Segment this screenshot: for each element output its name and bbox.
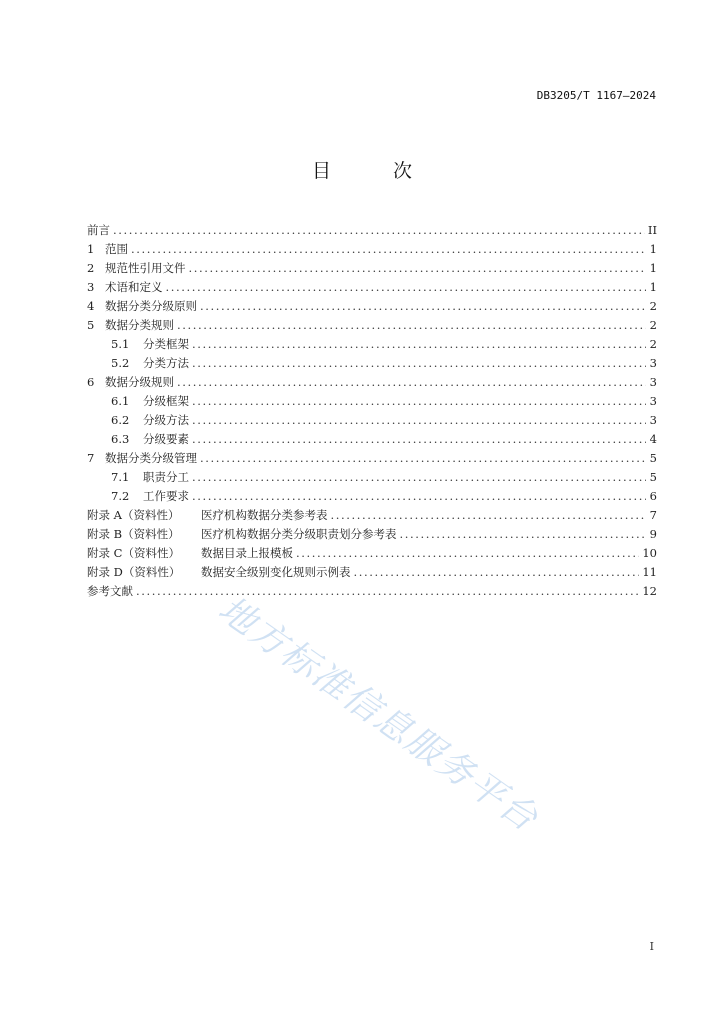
- toc-entry-label: 范围: [105, 242, 128, 256]
- toc-entry-annex-c[interactable]: [87, 545, 657, 564]
- toc-entry-label: 分级要素: [143, 432, 189, 446]
- toc-entry-number: 4: [87, 299, 95, 313]
- toc-leader-dots: [166, 280, 647, 294]
- toc-annex-type: 附录 D（资料性）: [87, 565, 181, 579]
- toc-entry-label: 前言: [87, 223, 110, 237]
- toc-entry-label: 参考文献: [87, 584, 133, 598]
- toc-entry-page: 7: [649, 508, 657, 522]
- page-number: I: [649, 940, 654, 953]
- toc-leader-dots: [192, 432, 646, 446]
- toc-annex-title: 数据目录上报模板: [201, 546, 293, 560]
- toc-annex-type: 附录 C（资料性）: [87, 546, 180, 560]
- toc-entry-management[interactable]: [87, 450, 657, 469]
- toc-entry-page: 12: [642, 584, 657, 598]
- toc-entry-bibliography[interactable]: [87, 583, 657, 602]
- toc-entry-classification-framework[interactable]: [87, 336, 657, 355]
- toc-leader-dots: [192, 394, 646, 408]
- toc-entry-grading-method[interactable]: [87, 412, 657, 431]
- toc-leader-dots: [192, 356, 646, 370]
- toc-entry-number: 3: [87, 280, 95, 294]
- toc-annex-type: 附录 B（资料性）: [87, 527, 180, 541]
- toc-entry-principles[interactable]: [87, 298, 657, 317]
- toc-annex-label: [87, 564, 351, 580]
- toc-entry-label: 规范性引用文件: [105, 261, 186, 275]
- toc-entry-label: 数据分类分级管理: [105, 451, 197, 465]
- toc-leader-dots: [136, 584, 639, 598]
- toc-entry-page: 9: [649, 527, 657, 541]
- toc-entry-annex-a[interactable]: [87, 507, 657, 526]
- toc-entry-label: 数据分级规则: [105, 375, 174, 389]
- toc-leader-dots: [400, 527, 647, 541]
- toc-entry-annex-d[interactable]: [87, 564, 657, 583]
- toc-entry-normative-references[interactable]: [87, 260, 657, 279]
- toc-entry-classification-method[interactable]: [87, 355, 657, 374]
- toc-entry-number: 6: [87, 375, 95, 389]
- toc-title: 目 次: [311, 160, 441, 182]
- toc-entry-number: 5: [87, 318, 95, 332]
- toc-entry-number: 7.2: [111, 489, 130, 503]
- toc-entry-page: 1: [649, 280, 657, 294]
- toc-leader-dots: [200, 299, 646, 313]
- toc-entry-grading-framework[interactable]: [87, 393, 657, 412]
- toc-entry-annex-b[interactable]: [87, 526, 657, 545]
- toc-leader-dots: [189, 261, 647, 275]
- toc-entry-number: 2: [87, 261, 95, 275]
- toc-entry-page: 11: [642, 565, 657, 579]
- toc-leader-dots: [296, 546, 639, 560]
- toc-entry-page: 1: [649, 261, 657, 275]
- toc-entry-page: 3: [649, 394, 657, 408]
- toc-entry-number: 7: [87, 451, 95, 465]
- toc-entry-responsibilities[interactable]: [87, 469, 657, 488]
- watermark-text: 地方标准信息服务平台: [210, 588, 546, 841]
- toc-entry-grading-elements[interactable]: [87, 431, 657, 450]
- toc-entry-page: 3: [649, 375, 657, 389]
- toc-entry-number: 5.1: [111, 337, 130, 351]
- toc-leader-dots: [192, 337, 646, 351]
- toc-entry-number: 6.1: [111, 394, 130, 408]
- toc-entry-number: 6.3: [111, 432, 130, 446]
- toc-entry-label: 职责分工: [143, 470, 189, 484]
- toc-leader-dots: [131, 242, 646, 256]
- toc-annex-label: [87, 507, 328, 523]
- toc-entry-work-requirements[interactable]: [87, 488, 657, 507]
- toc-entry-number: 7.1: [111, 470, 130, 484]
- toc-entry-page: 5: [649, 451, 657, 465]
- toc-entry-label: 分类框架: [143, 337, 189, 351]
- toc-annex-title: 医疗机构数据分类参考表: [201, 508, 328, 522]
- toc-entry-page: 5: [649, 470, 657, 484]
- toc-entry-page: 4: [649, 432, 657, 446]
- toc-entry-page: 6: [649, 489, 657, 503]
- toc-annex-title: 数据安全级别变化规则示例表: [201, 565, 351, 579]
- toc-entry-foreword[interactable]: [87, 222, 657, 241]
- toc-entry-label: 工作要求: [143, 489, 189, 503]
- toc-leader-dots: [192, 470, 646, 484]
- toc-entry-page: 10: [642, 546, 657, 560]
- toc-annex-title: 医疗机构数据分类分级职责划分参考表: [201, 527, 397, 541]
- toc-annex-label: [87, 545, 293, 561]
- toc-entry-page: II: [647, 223, 657, 237]
- toc-entry-page: 1: [649, 242, 657, 256]
- toc-leader-dots: [354, 565, 640, 579]
- toc-leader-dots: [331, 508, 647, 522]
- toc-entry-scope[interactable]: [87, 241, 657, 260]
- toc-annex-type: 附录 A（资料性）: [87, 508, 180, 522]
- toc-entry-terms-definitions[interactable]: [87, 279, 657, 298]
- toc-entry-number: 6.2: [111, 413, 130, 427]
- toc-annex-label: [87, 526, 397, 542]
- toc-entry-label: 数据分类分级原则: [105, 299, 197, 313]
- toc-leader-dots: [192, 489, 646, 503]
- document-code: DB3205/T 1167—2024: [536, 89, 656, 102]
- toc-leader-dots: [177, 375, 646, 389]
- toc-entry-label: 分级方法: [143, 413, 189, 427]
- toc-entry-page: 2: [649, 337, 657, 351]
- toc-entry-label: 分级框架: [143, 394, 189, 408]
- toc-entry-page: 2: [649, 299, 657, 313]
- toc-leader-dots: [113, 223, 645, 237]
- toc-leader-dots: [200, 451, 646, 465]
- toc-entry-label: 术语和定义: [105, 280, 163, 294]
- toc-entry-page: 2: [649, 318, 657, 332]
- toc-entry-number: 5.2: [111, 356, 130, 370]
- table-of-contents: [87, 222, 657, 602]
- toc-entry-page: 3: [649, 413, 657, 427]
- toc-entry-label: 分类方法: [143, 356, 189, 370]
- toc-entry-label: 数据分类规则: [105, 318, 174, 332]
- toc-leader-dots: [177, 318, 646, 332]
- toc-leader-dots: [192, 413, 646, 427]
- toc-entry-grading-rules[interactable]: [87, 374, 657, 393]
- toc-entry-number: 1: [87, 242, 95, 256]
- toc-entry-page: 3: [649, 356, 657, 370]
- toc-entry-classification-rules[interactable]: [87, 317, 657, 336]
